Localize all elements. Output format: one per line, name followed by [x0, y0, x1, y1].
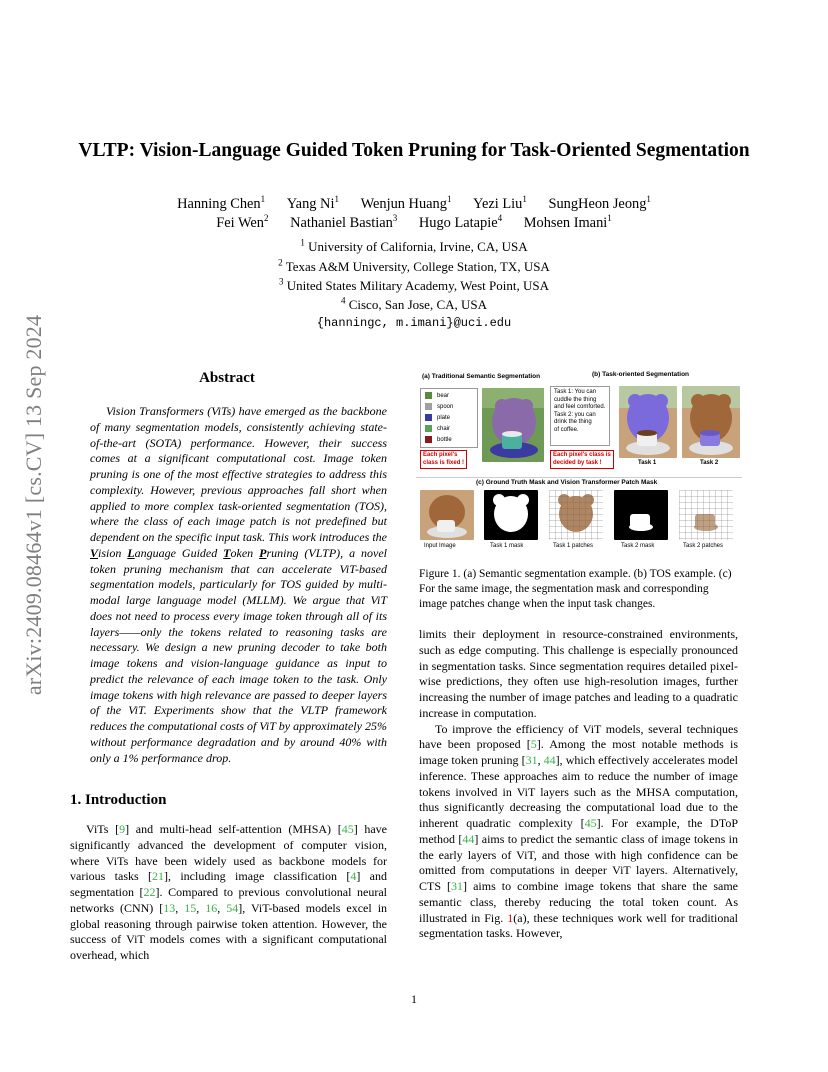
label-task-2-patches: Task 2 patches — [683, 543, 724, 549]
task-description-box: Task 1: You can cuddle the thing and feel comforted. Task 2: you can drink the thing of coffee. — [550, 386, 610, 446]
author: SungHeon Jeong$^1$ — [548, 194, 651, 212]
input-image-thumbnail — [420, 490, 474, 540]
author: Wenjun Huang$^1$ — [360, 194, 452, 212]
abstract-heading: Abstract — [199, 370, 255, 386]
author: Nathaniel Bastian$^3$ — [290, 213, 398, 231]
author: Fei Wen$^2$ — [216, 213, 269, 231]
note-class-fixed: Each pixel's class is fixed ! — [420, 450, 467, 469]
author: Mohsen Imani$^1$ — [523, 213, 612, 231]
label-input-image: Input Image — [424, 543, 456, 549]
figure-caption: Figure 1. (a) Semantic segmentation example. (b) TOS example. (c) For the same image, the segmentation mask and corresponding image patches change when the input task changes. — [419, 568, 732, 610]
author: Yezi Liu$^1$ — [473, 194, 527, 212]
task-1-mask-thumbnail — [484, 490, 538, 540]
citation-link[interactable]: 21 — [152, 869, 165, 884]
task-1-image — [619, 386, 677, 458]
note-class-decided-by-task: Each pixel's class is decided by task ! — [550, 450, 614, 469]
arxiv-identifier — [14, 270, 54, 740]
citation-link[interactable]: 45 — [584, 816, 597, 830]
task-1-label: Task 1 — [638, 460, 657, 466]
paper-title: VLTP: Vision-Language Guided Token Pruning for Task-Oriented Segmentation — [78, 140, 750, 161]
author-email: {hanningc, m.imani}@uci.edu — [316, 316, 512, 330]
legend-item: bear — [425, 392, 449, 402]
figure-label-b: (b) Task-oriented Segmentation — [592, 371, 690, 378]
citation-link[interactable]: 45 — [341, 822, 354, 836]
citation-link[interactable]: 16 — [205, 900, 218, 915]
figure-1 — [416, 366, 742, 556]
abstract-text: Vision Transformers (ViTs) have emerged as the backbone of many segmentation models, consistently achieving state-of-the-art (SOTA) performance. However, their success comes at a significant computational cost. Image token pruning is one of the most effective strategies to address this complexity. However, previous approaches fall short when applied to more complex task-oriented segmentation (TOS), where the class of each image patch is not predefined but dependent on the specific input task. This work introduces the Vision Language Guided Token Pruning (VLTP), a novel token pruning mechanism that can accelerate ViT-based segmentation models, particularly for TOS guided by multi-modal large language model (MLLM). We argue that ViT does not need to process every image token through all of its layers——only the tokens related to reasoning tasks are necessary. We design a new pruning decoder to take both image tokens and vision-language guidance as input to predict the relevance of each image token to the task. Only image tokens with high relevance are passed to deeper layers of the ViT. Experiments show that the VLTP framework reduces the computational costs of ViT by approximately 25% without performance degradation and by around 40% with only a 1% performance drop. — [90, 404, 388, 765]
citation-link[interactable]: 15 — [184, 900, 197, 915]
figure-label-a: (a) Traditional Semantic Segmentation — [422, 373, 541, 380]
author: Hugo Latapie$^4$ — [418, 213, 503, 231]
citation-link[interactable]: 9 — [119, 822, 126, 836]
paragraph: limits their deployment in resource-constrained environments, such as edge computing. This challenge is especially pronounced in segmentation tasks. Since segmentation requires detailed pixel-wise predictions, they often use high-resolution images, further increasing the number of image patches and leading to a quadratic increase in computation. — [419, 627, 738, 720]
citation-link[interactable]: 5 — [530, 737, 537, 752]
label-task-1-mask: Task 1 mask — [490, 543, 524, 549]
affiliation: $^2$ Texas A&M University, College Station, TX, USA — [278, 257, 550, 274]
legend-item: spoon — [425, 403, 453, 413]
citation-link[interactable]: 13 — [163, 900, 176, 915]
label-task-1-patches: Task 1 patches — [553, 543, 594, 549]
citation-link[interactable]: 31 — [451, 879, 464, 893]
citation-link[interactable]: 4 — [350, 869, 357, 884]
semantic-segmentation-image — [482, 388, 544, 462]
task-1-patches-thumbnail — [549, 490, 603, 540]
task-2-mask-thumbnail — [614, 490, 668, 540]
citation-link[interactable]: 44 — [543, 753, 556, 767]
affiliation: $^4$ Cisco, San Jose, CA, USA — [340, 295, 488, 312]
task-2-patches-thumbnail — [679, 490, 733, 540]
class-legend — [420, 388, 478, 448]
label-task-2-mask: Task 2 mask — [621, 543, 655, 549]
legend-item: chair — [425, 425, 450, 435]
figure-reference-link[interactable]: 1 — [507, 910, 514, 925]
citation-link[interactable]: 22 — [143, 885, 156, 899]
task-2-label: Task 2 — [700, 460, 719, 466]
citation-link[interactable]: 31 — [525, 753, 538, 767]
right-column-text — [419, 627, 738, 942]
task-2-image — [682, 386, 740, 458]
legend-item: bottle — [425, 436, 452, 446]
figure-divider — [416, 477, 742, 478]
citation-link[interactable]: 54 — [226, 900, 239, 915]
section-heading-introduction: 1. Introduction — [70, 792, 167, 808]
author: Yang Ni$^1$ — [286, 194, 339, 212]
author-line-2 — [40, 214, 788, 233]
arxiv-identifier-text: arXiv:2409.08464v1 [cs.CV] 13 Sep 2024 — [21, 314, 46, 696]
author: Hanning Chen$^1$ — [177, 194, 266, 212]
author-line-1 — [40, 195, 788, 214]
page-number: 1 — [411, 992, 417, 1006]
paragraph: To improve the efficiency of ViT models, several techniques have been proposed [5]. Among the most notable methods is image token pruning [31, 44], which effectively accelerates model inference. These approaches aim to reduce the number of image tokens involved in ViT layers such as the MHSA computation, thus significantly decreasing the computational load due to the inherent quadratic complexity [45]. For example, the DToP method [44] aims to predict the semantic class of image tokens in the early layers of ViT, and those with high confidence can be omitted from computations in deeper ViT layers. Alternatively, CTS [31] aims to combine image tokens that share the same semantic class, thereby reducing the total token count. As illustrated in Fig. 1(a), these techniques work well for traditional segmentation tasks. However, — [419, 721, 739, 941]
legend-item: plate — [425, 414, 450, 424]
figure-label-c: (c) Ground Truth Mask and Vision Transformer Patch Mask — [476, 479, 658, 486]
affiliation: $^1$ University of California, Irvine, CA, USA — [300, 237, 528, 254]
intro-paragraph: ViTs [9] and multi-head self-attention (MHSA) [45] have significantly advanced the development of computer vision, where ViTs have been widely used as backbone models for various tasks [21], including image classification [4] and segmentation [22]. Compared to previous convolutional neural networks (CNN) [13, 15, 16, 54], ViT-based models excel in global reasoning through pairwise token attention. However, the success of ViT models comes with a significant computational overhead, which — [70, 822, 388, 962]
affiliation: $^3$ United States Military Academy, West Point, USA — [279, 276, 549, 293]
citation-link[interactable]: 44 — [462, 831, 475, 846]
